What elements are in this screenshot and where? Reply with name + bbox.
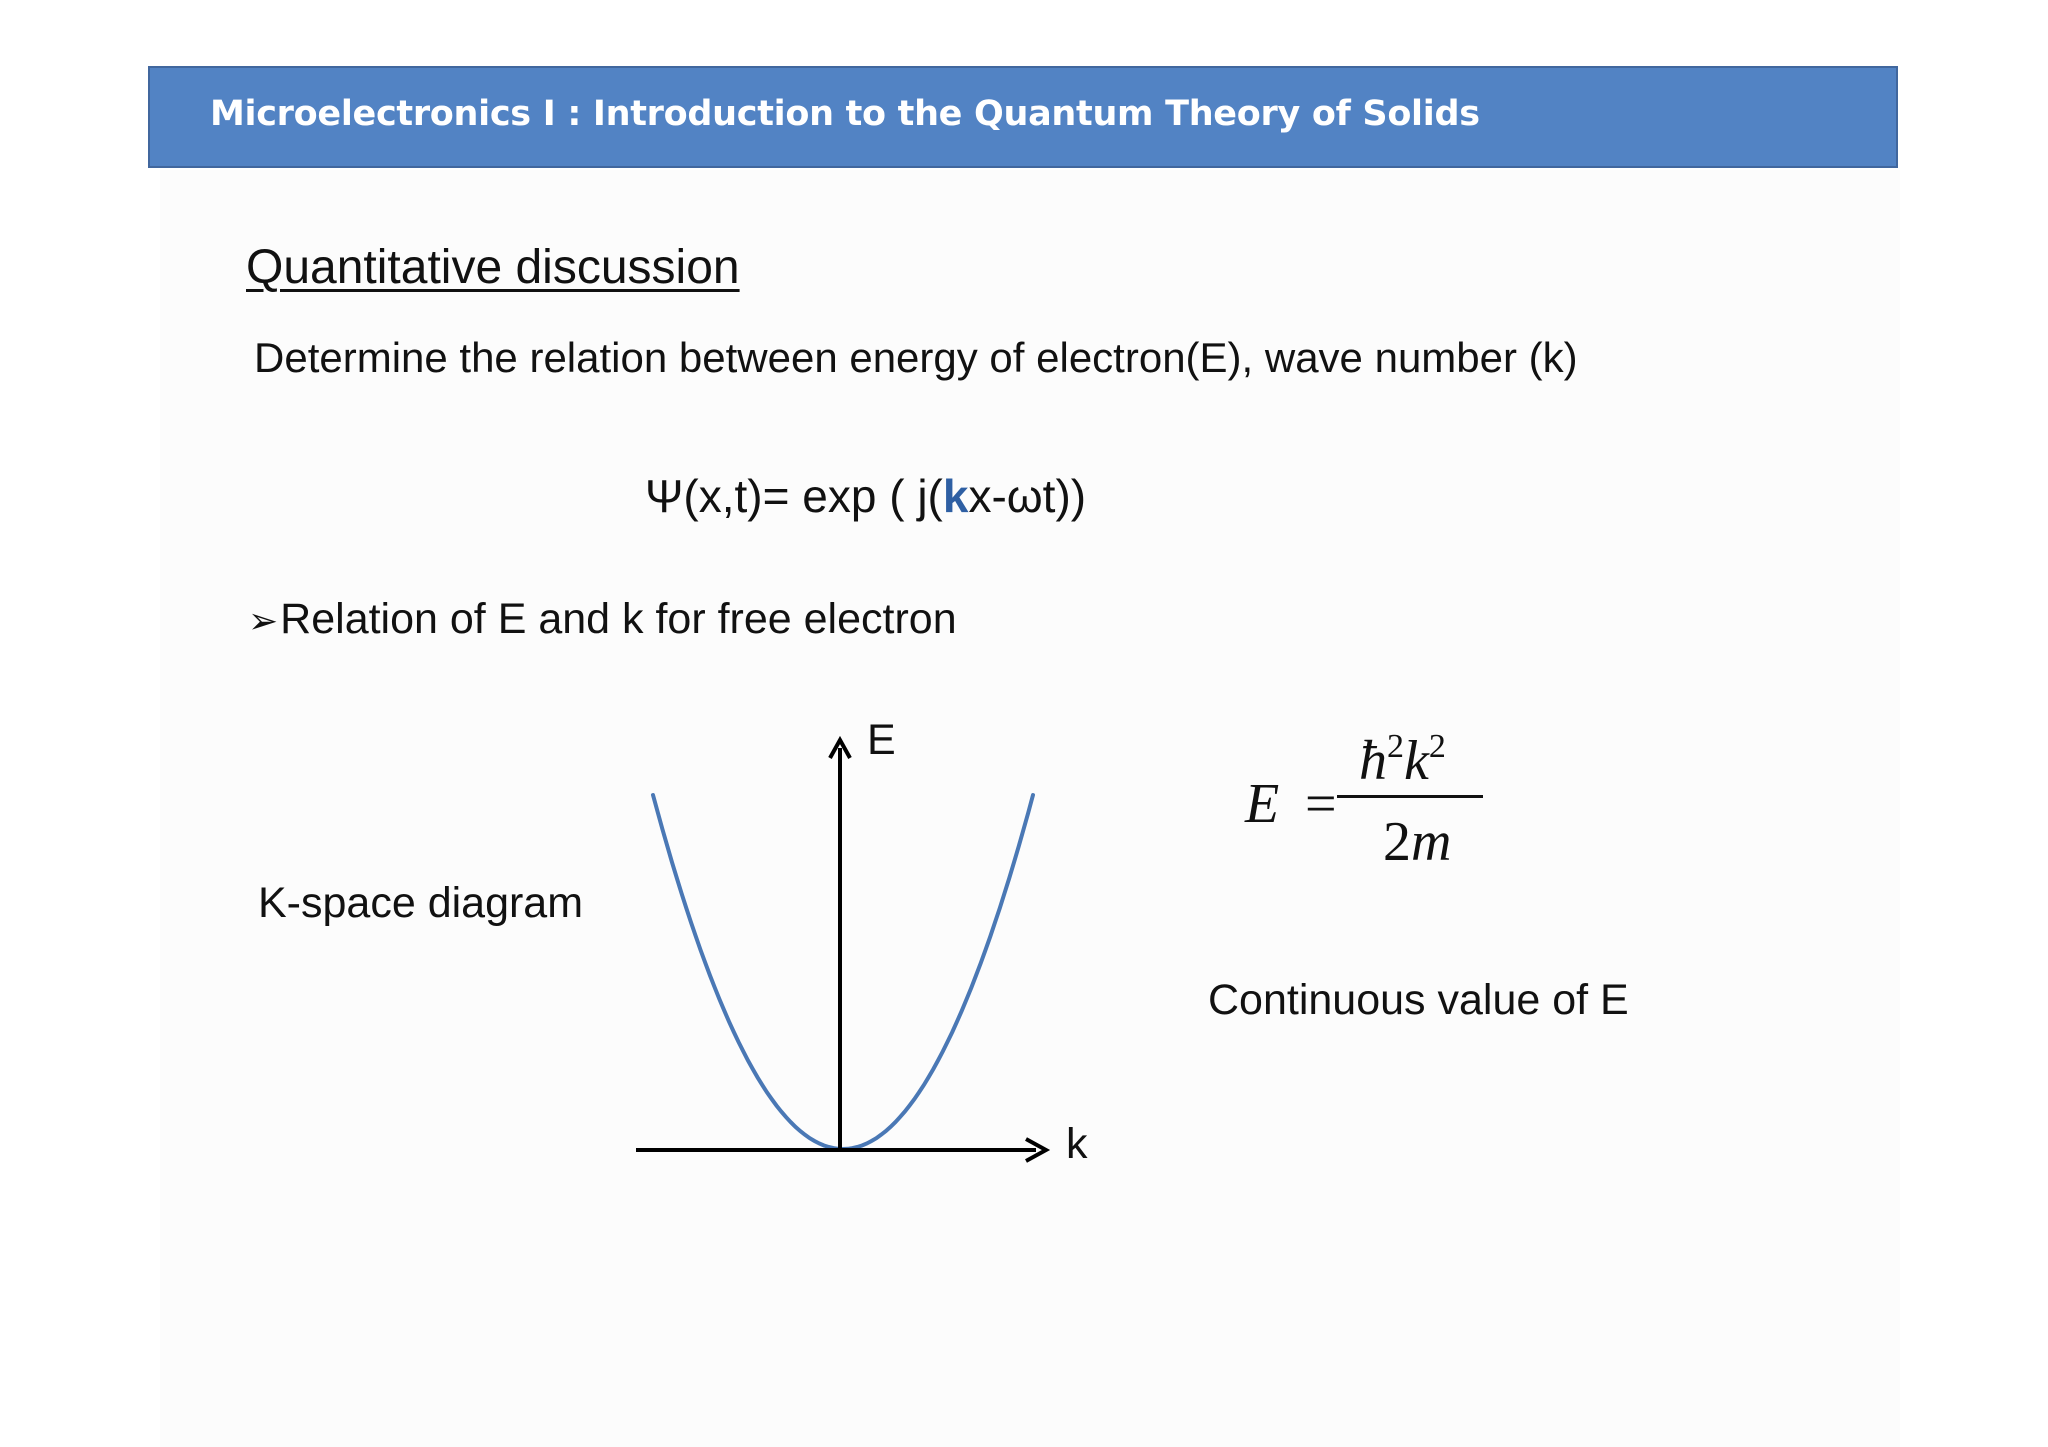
description-text: Determine the relation between energy of electron(E), wave number (k) <box>254 334 1578 381</box>
kspace-diagram-label: K-space diagram <box>258 879 584 927</box>
formula-lhs: E <box>1245 773 1280 835</box>
section-heading: Quantitative discussion <box>246 241 740 294</box>
formula-equals: = <box>1305 773 1337 835</box>
wave-eq-k: k <box>942 470 969 522</box>
formula-hbar-exponent: 2 <box>1387 728 1404 765</box>
formula-numerator <box>1359 728 1446 793</box>
formula-fraction-bar <box>1337 795 1483 798</box>
dispersion-curve <box>653 795 1033 1149</box>
formula-denominator <box>1383 810 1451 874</box>
formula-hbar: ħ <box>1359 730 1387 792</box>
formula-denominator-var: m <box>1411 811 1452 873</box>
formula-k-exponent: 2 <box>1428 728 1446 765</box>
y-axis-label: E <box>867 716 896 764</box>
bullet-text: Relation of E and k for free electron <box>280 595 957 643</box>
continuous-note: Continuous value of E <box>1208 976 1629 1024</box>
x-axis-label: k <box>1066 1120 1088 1168</box>
formula-k: k <box>1404 730 1429 792</box>
formula-denominator-coeff: 2 <box>1383 811 1411 873</box>
bullet-arrow-icon: ➢ <box>248 600 279 641</box>
wave-eq-prefix: Ψ(x,t)= exp ( j( <box>645 470 943 522</box>
wave-eq-suffix: x-ωt)) <box>968 470 1087 522</box>
header-title: Microelectronics I : Introduction to the Quantum Theory of Solids <box>210 94 1480 134</box>
